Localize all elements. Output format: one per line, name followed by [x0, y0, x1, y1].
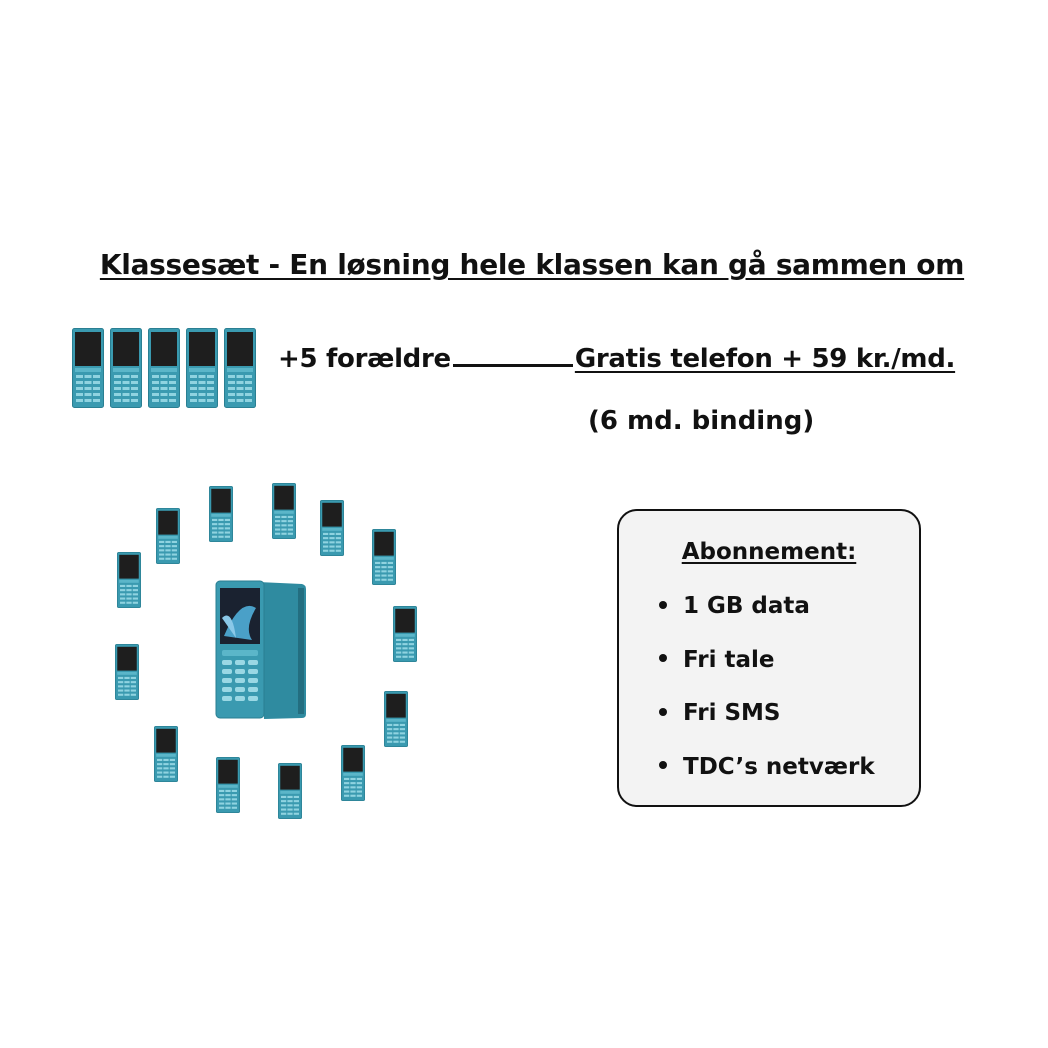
bullet-icon: [659, 601, 667, 609]
list-item: [659, 645, 875, 699]
bullet-icon: [659, 654, 667, 662]
feature-phone-icon: [272, 483, 296, 539]
offer-price: Gratis telefon + 59 kr./md.: [574, 344, 956, 374]
list-item: [659, 698, 875, 752]
offer-binding: (6 md. binding): [588, 406, 815, 436]
list-item: [659, 591, 875, 645]
subscription-list: [659, 591, 875, 805]
feature-phone-icon: [156, 508, 180, 564]
feature-phone-large-icon: [214, 578, 310, 720]
feature-phone-icon: [384, 691, 408, 747]
list-item-label: TDC’s netværk: [683, 753, 875, 780]
subscription-box: [617, 509, 921, 807]
bullet-icon: [659, 761, 667, 769]
bullet-icon: [659, 708, 667, 716]
offer-prefix: +5 forældre: [278, 344, 451, 374]
feature-phone-icon: [154, 726, 178, 782]
page-title: Klassesæt - En løsning hele klassen kan gå sammen om: [99, 248, 965, 281]
feature-phone-icon: [115, 644, 139, 700]
feature-phone-icon: [209, 486, 233, 542]
list-item: [659, 752, 875, 806]
feature-phone-icon: [341, 745, 365, 801]
feature-phone-icon: [320, 500, 344, 556]
list-item-label: Fri tale: [683, 646, 775, 673]
feature-phone-icon: [278, 763, 302, 819]
feature-phone-icon: [372, 529, 396, 585]
subscription-title: Abonnement:: [681, 539, 857, 565]
feature-phone-icon: [216, 757, 240, 813]
list-item-label: 1 GB data: [683, 593, 810, 619]
feature-phone-icon: [393, 606, 417, 662]
feature-phone-icon: [117, 552, 141, 608]
list-item-label: Fri SMS: [683, 700, 781, 726]
